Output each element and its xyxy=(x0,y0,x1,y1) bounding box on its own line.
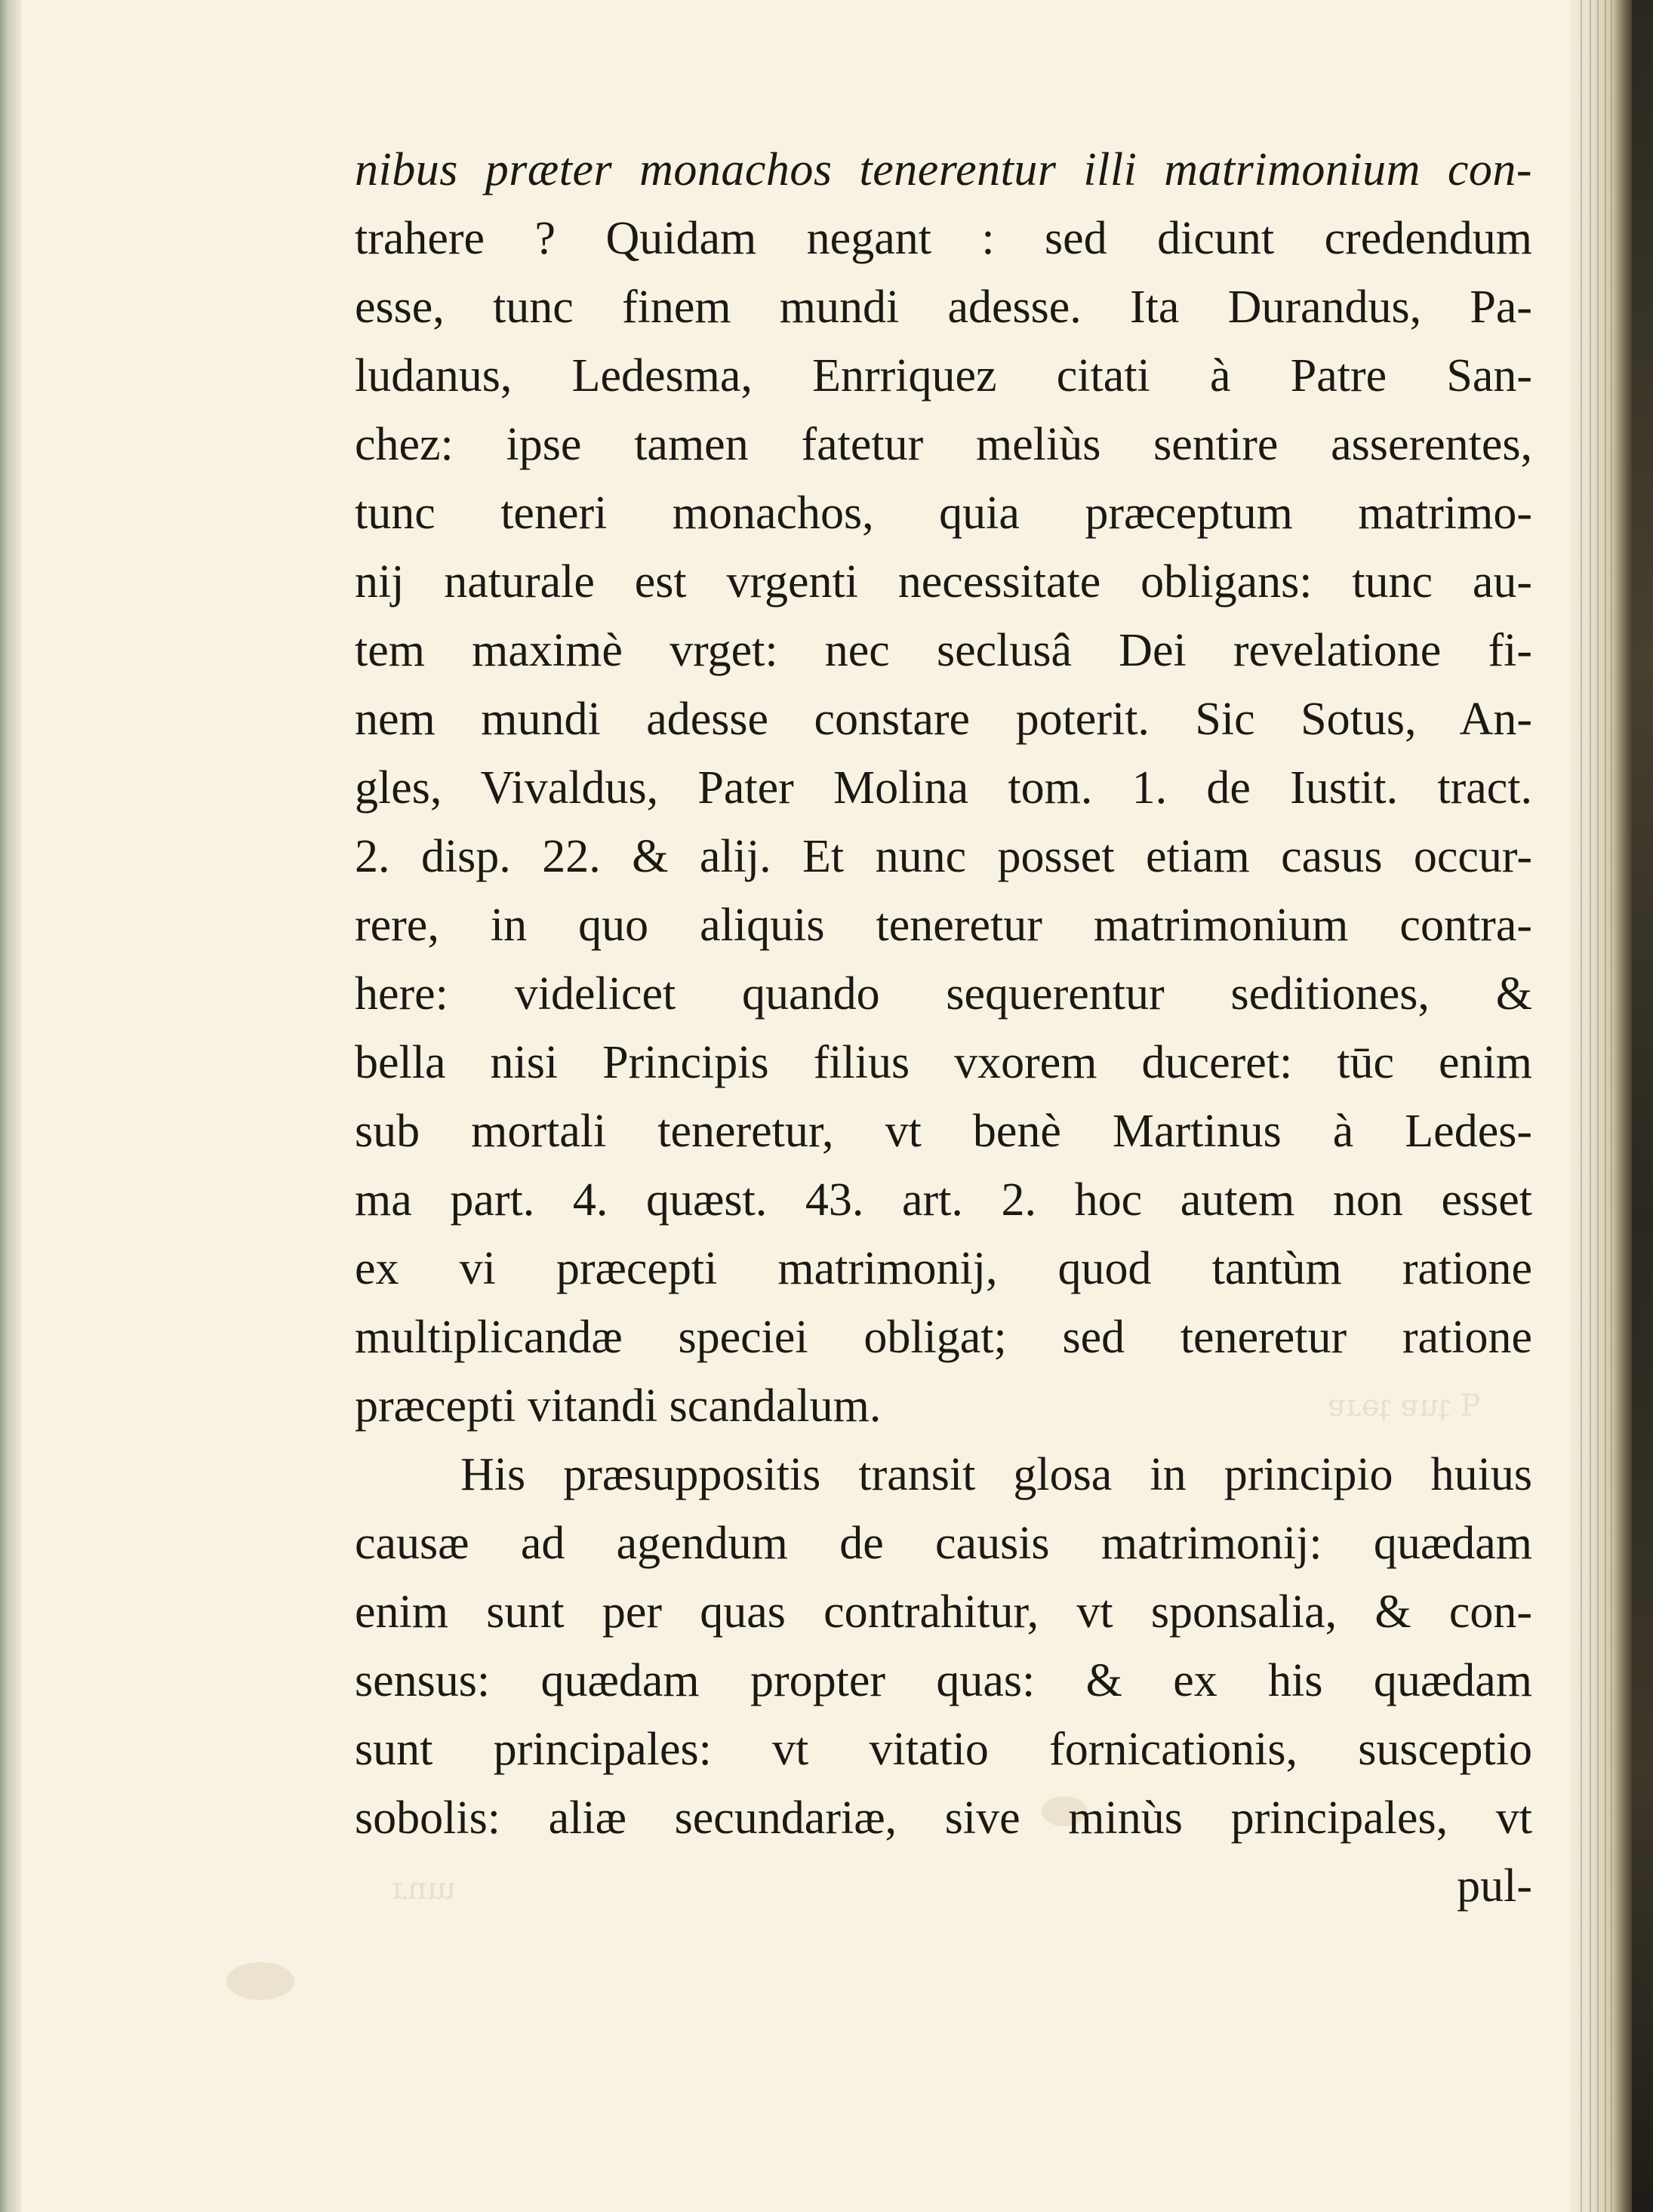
text-line: 2. disp. 22. & alij. Et nunc posset etiam casus occur- xyxy=(355,831,1532,882)
binding-gutter xyxy=(0,0,21,2212)
body-text xyxy=(355,136,1532,1853)
text-line: rere, in quo aliquis teneretur matrimonium contra- xyxy=(355,900,1532,951)
text-line: gles, Vivaldus, Pater Molina tom. 1. de Iustit. tract. xyxy=(355,762,1532,814)
text-line: here: videlicet quando sequerentur seditiones, & xyxy=(355,968,1532,1020)
text-line: ex vi præcepti matrimonij, quod tantùm ratione xyxy=(355,1243,1532,1294)
text-line: tunc teneri monachos, quia præceptum matrimo- xyxy=(355,488,1532,539)
text-line: nij naturale est vrgenti necessitate obligans: tunc au- xyxy=(355,556,1532,608)
text-line: enim sunt per quas contrahitur, vt sponsalia, & con- xyxy=(355,1586,1532,1638)
text-line: causæ ad agendum de causis matrimonij: quædam xyxy=(355,1518,1532,1569)
text-line: ludanus, Ledesma, Enrriquez citati à Patre San- xyxy=(355,350,1532,401)
text-line: nibus præter monachos tenerentur illi matrimonium con- xyxy=(355,144,1532,195)
text-line: sobolis: aliæ secundariæ, sive minùs principales, vt xyxy=(355,1792,1532,1844)
text-line: sunt principales: vt vitatio fornicationis, susceptio xyxy=(355,1724,1532,1775)
foxing-spot xyxy=(226,1962,294,2000)
bleed-through-text: ɯnɹ xyxy=(392,1872,456,1906)
text-line: nem mundi adesse constare poterit. Sic Sotus, An- xyxy=(355,694,1532,745)
book-spine xyxy=(1632,0,1653,2212)
catchword: pul- xyxy=(1457,1860,1532,1912)
bleed-through-text: ꟼ ʇuɐ ʇǝɹɐ xyxy=(1328,1389,1481,1423)
paragraph-start-line: His præsuppositis transit glosa in principio huius xyxy=(460,1449,1532,1500)
text-line: sub mortali teneretur, vt benè Martinus à Ledes- xyxy=(355,1106,1532,1157)
text-line: præcepti vitandi scandalum. xyxy=(355,1380,882,1432)
text-line: bella nisi Principis filius vxorem duceret: tūc enim xyxy=(355,1037,1532,1088)
page-edge xyxy=(1570,0,1653,2212)
text-line: esse, tunc finem mundi adesse. Ita Durandus, Pa- xyxy=(355,281,1532,333)
text-line: tem maximè vrget: nec seclusâ Dei revelatione fi- xyxy=(355,625,1532,676)
text-line: trahere ? Quidam negant : sed dicunt credendum xyxy=(355,213,1532,264)
text-line: multiplicandæ speciei obligat; sed teneretur ratione xyxy=(355,1312,1532,1363)
text-line: ma part. 4. quæst. 43. art. 2. hoc autem non esset xyxy=(355,1174,1532,1226)
text-line: sensus: quædam propter quas: & ex his quædam xyxy=(355,1655,1532,1706)
text-line: chez: ipse tamen fatetur meliùs sentire asserentes, xyxy=(355,419,1532,470)
